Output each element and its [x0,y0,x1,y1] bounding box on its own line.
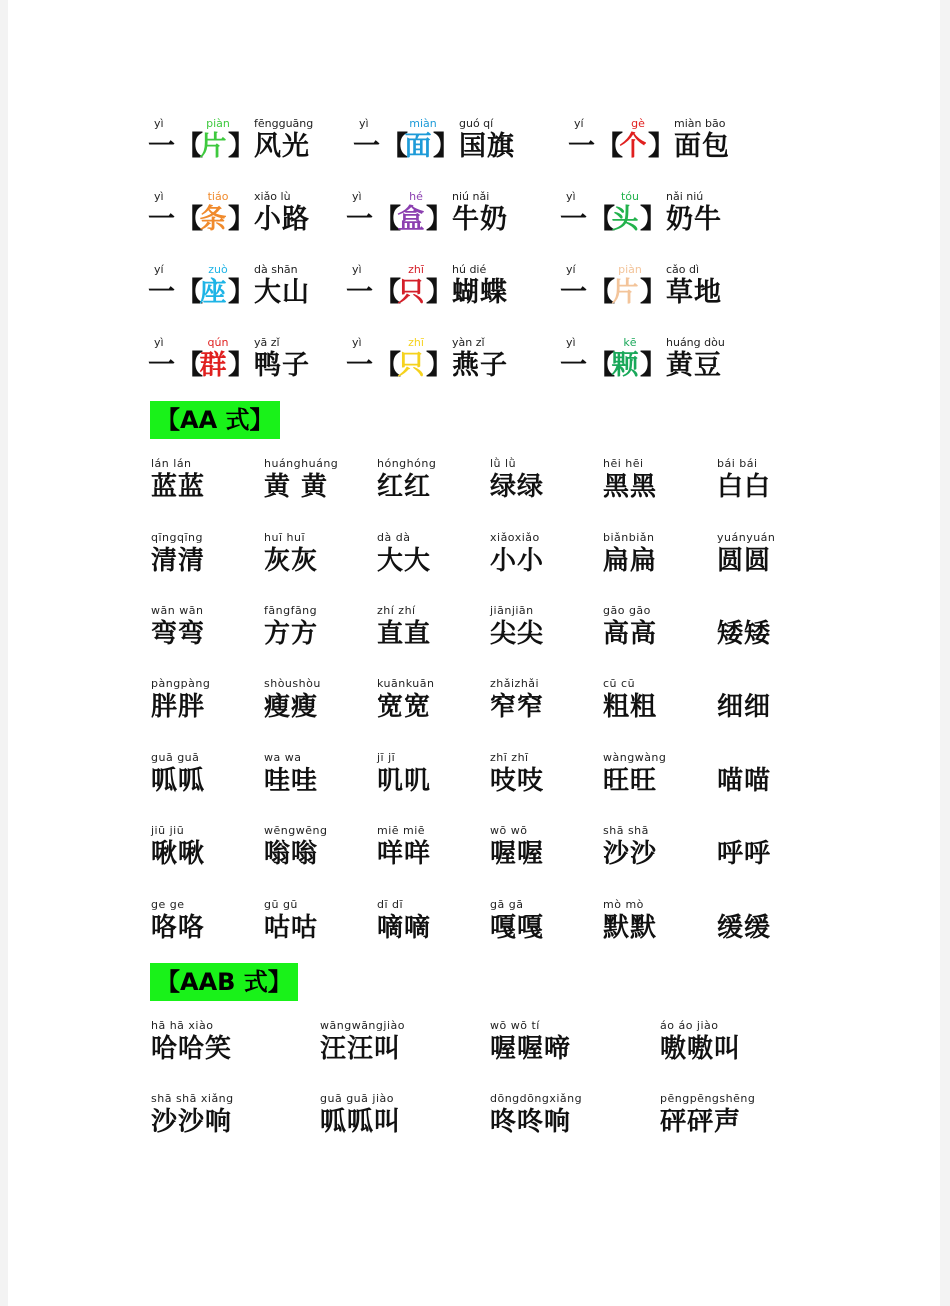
aa-word-pinyin: wa wa [264,751,302,764]
classifier: 群 [199,350,227,381]
classifier: 盒 [397,204,425,235]
yi-char: 一 [346,277,373,308]
aa-word-pinyin: wēngwēng [264,824,328,837]
pinyin-yi: yì [154,117,164,130]
aa-word-hanzi: 大大 [377,546,432,576]
aa-word-hanzi: 嘀嘀 [377,913,432,943]
yi-char: 一 [353,131,380,162]
classifier-pinyin: piàn [206,117,230,130]
close-bracket: 】 [640,204,667,235]
aa-word-pinyin: jī jī [377,751,396,764]
measure-phrase [346,337,556,397]
open-bracket: 【 [588,350,615,381]
classifier: 只 [397,277,425,308]
aa-word-hanzi: 吱吱 [490,766,545,796]
aa-word-pinyin: miē miē [377,824,426,837]
classifier: 个 [619,131,647,162]
aa-word-pinyin: biǎnbiǎn [603,531,655,544]
aa-word-hanzi: 喵喵 [717,766,772,796]
measure-phrase [148,337,358,397]
aab-word-hanzi: 沙沙响 [151,1107,233,1137]
pinyin-yi: yì [359,117,369,130]
open-bracket: 【 [374,277,401,308]
aa-word-hanzi: 胖胖 [151,692,206,722]
noun: 风光 [254,131,310,162]
aa-section-heading: 【AA 式】 [150,401,280,439]
noun: 国旗 [459,131,515,162]
aa-word-hanzi: 灰灰 [264,546,319,576]
aab-word-pinyin: wō wō tí [490,1019,540,1032]
yi-char: 一 [148,277,175,308]
pinyin-yi: yì [352,336,362,349]
pinyin-yi: yì [566,336,576,349]
aa-word-hanzi: 粗粗 [603,692,658,722]
classifier: 颗 [611,350,639,381]
aa-word-hanzi: 黑黑 [603,472,658,502]
aab-word-hanzi: 呱呱叫 [320,1107,402,1137]
measure-phrase [560,264,770,324]
aa-word-hanzi: 细细 [717,692,772,722]
aa-word-hanzi: 弯弯 [151,619,206,649]
aa-word-pinyin: gāo gāo [603,604,651,617]
noun: 牛奶 [452,204,508,235]
close-bracket: 】 [228,204,255,235]
pinyin-yi: yí [154,263,164,276]
aa-word-hanzi: 沙沙 [603,839,658,869]
yi-char: 一 [148,204,175,235]
classifier: 片 [199,131,227,162]
aa-word-hanzi: 默默 [603,913,658,943]
pinyin-yi: yì [352,263,362,276]
open-bracket: 【 [596,131,623,162]
aa-word-hanzi: 直直 [377,619,432,649]
aa-word-hanzi: 圆圆 [717,546,772,576]
classifier-pinyin: tiáo [207,190,229,203]
open-bracket: 【 [374,204,401,235]
close-bracket: 】 [228,350,255,381]
pinyin-yi: yì [352,190,362,203]
noun: 草地 [666,277,722,308]
classifier: 片 [611,277,639,308]
measure-phrase [353,118,563,178]
aa-word-hanzi: 绿绿 [490,472,545,502]
noun: 蝴蝶 [452,277,508,308]
noun: 面包 [674,131,730,162]
open-bracket: 【 [588,277,615,308]
aa-word-pinyin: kuānkuān [377,677,435,690]
aa-word-pinyin: guā guā [151,751,200,764]
noun-pinyin: miàn bāo [674,117,726,130]
classifier: 头 [611,204,639,235]
noun-pinyin: dà shān [254,263,298,276]
aa-word-hanzi: 旺旺 [603,766,658,796]
noun-pinyin: xiǎo lù [254,190,291,203]
yi-char: 一 [568,131,595,162]
aa-word-hanzi: 红红 [377,472,432,502]
open-bracket: 【 [176,350,203,381]
yi-char: 一 [148,131,175,162]
classifier-pinyin: kē [623,336,637,349]
classifier-pinyin: zhī [408,263,424,276]
classifier-pinyin: zuò [208,263,228,276]
aa-word-hanzi: 嘎嘎 [490,913,545,943]
aa-word-pinyin: huánghuáng [264,457,339,470]
aa-word-pinyin: wàngwàng [603,751,667,764]
open-bracket: 【 [381,131,408,162]
aa-word-pinyin: dī dī [377,898,404,911]
aa-word-pinyin: lǜ lǜ [490,457,517,470]
aab-word-hanzi: 咚咚响 [490,1107,572,1137]
pinyin-yi: yì [566,190,576,203]
pinyin-yi: yí [566,263,576,276]
aa-word-hanzi: 蓝蓝 [151,472,206,502]
noun-pinyin: yàn zǐ [452,336,485,349]
aa-word-hanzi: 尖尖 [490,619,545,649]
aa-word-pinyin: jiū jiū [151,824,185,837]
aa-word-pinyin: jiānjiān [490,604,534,617]
measure-phrase [346,191,556,251]
classifier: 只 [397,350,425,381]
noun: 燕子 [452,350,508,381]
aa-word-pinyin: shā shā [603,824,649,837]
aab-word-hanzi: 喔喔啼 [490,1034,572,1064]
noun: 奶牛 [666,204,722,235]
yi-char: 一 [560,204,587,235]
classifier-pinyin: zhī [408,336,424,349]
measure-phrase [148,264,358,324]
aa-word-pinyin: ge ge [151,898,185,911]
aa-word-hanzi: 缓缓 [717,913,772,943]
aa-word-pinyin: yuányuán [717,531,776,544]
classifier-pinyin: hé [409,190,423,203]
classifier-pinyin: gè [631,117,645,130]
aa-word-hanzi: 高高 [603,619,658,649]
open-bracket: 【 [374,350,401,381]
aab-word-hanzi: 哈哈笑 [151,1034,233,1064]
aa-word-hanzi: 咕咕 [264,913,319,943]
noun-pinyin: cǎo dì [666,263,700,276]
aab-word-pinyin: áo áo jiào [660,1019,719,1032]
aa-word-pinyin: hēi hēi [603,457,644,470]
close-bracket: 】 [426,204,453,235]
close-bracket: 】 [640,350,667,381]
aa-word-hanzi: 喔喔 [490,839,545,869]
noun: 鸭子 [254,350,310,381]
measure-phrase [148,118,358,178]
aa-word-pinyin: bái bái [717,457,758,470]
aab-word-pinyin: hā hā xiào [151,1019,214,1032]
aa-word-pinyin: wō wō [490,824,528,837]
aa-word-pinyin: dà dà [377,531,411,544]
classifier-pinyin: miàn [409,117,437,130]
aa-word-pinyin: hónghóng [377,457,437,470]
classifier-pinyin: piàn [618,263,642,276]
aa-word-pinyin: gā gā [490,898,524,911]
noun-pinyin: fēngguāng [254,117,314,130]
aa-word-hanzi: 嗡嗡 [264,839,319,869]
aa-word-hanzi: 呱呱 [151,766,206,796]
aab-word-hanzi: 砰砰声 [660,1107,742,1137]
noun: 小路 [254,204,310,235]
aab-word-pinyin: wāngwāngjiào [320,1019,405,1032]
aab-word-pinyin: pēngpēngshēng [660,1092,756,1105]
aa-word-hanzi: 方方 [264,619,319,649]
noun-pinyin: nǎi niú [666,190,704,203]
aa-word-hanzi: 扁扁 [603,546,658,576]
pinyin-yi: yì [154,336,164,349]
aa-word-pinyin: pàngpàng [151,677,211,690]
classifier: 面 [404,131,432,162]
aa-word-pinyin: wān wān [151,604,204,617]
worksheet-page [8,0,940,1306]
noun-pinyin: huáng dòu [666,336,725,349]
aab-word-hanzi: 汪汪叫 [320,1034,402,1064]
aab-section-heading: 【AAB 式】 [150,963,298,1001]
close-bracket: 】 [648,131,675,162]
close-bracket: 】 [433,131,460,162]
aab-word-pinyin: guā guā jiào [320,1092,394,1105]
aa-word-hanzi: 叽叽 [377,766,432,796]
close-bracket: 】 [426,277,453,308]
aab-word-pinyin: shā shā xiǎng [151,1092,234,1105]
measure-phrase [560,337,770,397]
aa-word-pinyin: mò mò [603,898,644,911]
aa-word-pinyin: huī huī [264,531,305,544]
measure-phrase [346,264,556,324]
aa-word-pinyin: gū gū [264,898,298,911]
aa-word-hanzi: 啾啾 [151,839,206,869]
yi-char: 一 [346,204,373,235]
open-bracket: 【 [176,131,203,162]
aa-word-hanzi: 黄 黄 [264,472,329,502]
classifier: 座 [199,277,227,308]
classifier: 条 [199,204,227,235]
aa-word-hanzi: 哇哇 [264,766,319,796]
close-bracket: 】 [228,277,255,308]
open-bracket: 【 [588,204,615,235]
pinyin-yi: yí [574,117,584,130]
noun-pinyin: niú nǎi [452,190,490,203]
aa-word-pinyin: fāngfāng [264,604,318,617]
measure-phrase [560,191,770,251]
classifier-pinyin: qún [207,336,229,349]
noun: 黄豆 [666,350,722,381]
noun-pinyin: yā zǐ [254,336,280,349]
aa-word-hanzi: 咩咩 [377,839,432,869]
aa-word-pinyin: cū cū [603,677,636,690]
yi-char: 一 [148,350,175,381]
open-bracket: 【 [176,204,203,235]
measure-phrase [568,118,778,178]
yi-char: 一 [560,350,587,381]
aa-word-hanzi: 矮矮 [717,619,772,649]
measure-phrase [148,191,358,251]
aa-word-hanzi: 咯咯 [151,913,206,943]
close-bracket: 】 [640,277,667,308]
aa-word-pinyin: zhǎizhǎi [490,677,540,690]
aa-word-hanzi: 窄窄 [490,692,545,722]
noun-pinyin: hú dié [452,263,487,276]
aa-word-pinyin: xiǎoxiǎo [490,531,540,544]
aa-word-hanzi: 瘦瘦 [264,692,319,722]
classifier-pinyin: tóu [620,190,639,203]
aa-word-hanzi: 清清 [151,546,206,576]
aa-word-hanzi: 小小 [490,546,545,576]
aab-word-pinyin: dōngdōngxiǎng [490,1092,583,1105]
aa-word-pinyin: zhī zhī [490,751,529,764]
aa-word-pinyin: qīngqīng [151,531,203,544]
aa-word-hanzi: 呼呼 [717,839,772,869]
noun: 大山 [254,277,310,308]
open-bracket: 【 [176,277,203,308]
close-bracket: 】 [426,350,453,381]
aa-word-pinyin: shòushòu [264,677,321,690]
yi-char: 一 [346,350,373,381]
noun-pinyin: guó qí [459,117,494,130]
close-bracket: 】 [228,131,255,162]
aab-word-hanzi: 嗷嗷叫 [660,1034,742,1064]
pinyin-yi: yì [154,190,164,203]
aa-word-hanzi: 宽宽 [377,692,432,722]
aa-word-pinyin: zhí zhí [377,604,416,617]
aa-word-hanzi: 白白 [717,472,772,502]
yi-char: 一 [560,277,587,308]
aa-word-pinyin: lán lán [151,457,192,470]
